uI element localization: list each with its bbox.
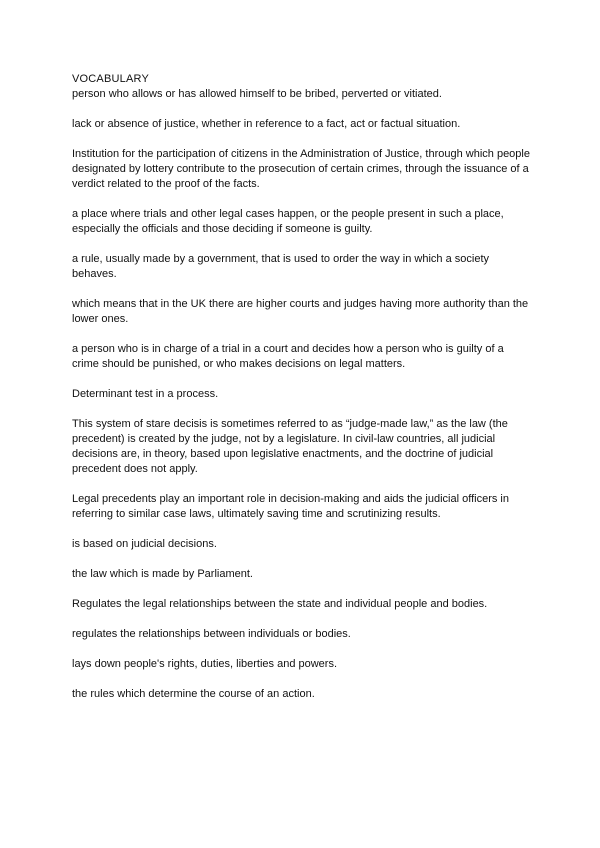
document-page xyxy=(72,72,532,717)
definition-2: lack or absence of justice, whether in reference to a fact, act or factual situation. xyxy=(72,118,461,130)
page-title: VOCABULARY xyxy=(72,73,149,85)
definition-9: This system of stare decisis is sometimes referred to as “judge-made law,” as the law (the precedent) is created by the judge, not by a legislature. In civil-law countries, all judicial decisions are, in theory, based upon legislative enactments, and the doctrine of judicial precedent does not apply. xyxy=(72,418,508,475)
definition-16: the rules which determine the course of an action. xyxy=(72,688,315,700)
definition-7: a person who is in charge of a trial in a court and decides how a person who is guilty of a crime should be punished, or who makes decisions on legal matters. xyxy=(72,343,504,370)
definition-4: a place where trials and other legal cases happen, or the people present in such a place, especially the officials and those deciding if someone is guilty. xyxy=(72,208,504,235)
definition-14: regulates the relationships between individuals or bodies. xyxy=(72,628,351,640)
definition-6: which means that in the UK there are higher courts and judges having more authority than the lower ones. xyxy=(72,298,529,325)
definition-10: Legal precedents play an important role in decision-making and aids the judicial officers in referring to similar case laws, ultimately saving time and scrutinizing results. xyxy=(72,493,509,520)
definition-12: the law which is made by Parliament. xyxy=(72,568,253,580)
definition-15: lays down people's rights, duties, liberties and powers. xyxy=(72,658,338,670)
definition-11: is based on judicial decisions. xyxy=(72,538,217,550)
definition-8: Determinant test in a process. xyxy=(72,388,219,400)
definition-5: a rule, usually made by a government, that is used to order the way in which a society behaves. xyxy=(72,253,489,280)
definition-1: person who allows or has allowed himself to be bribed, perverted or vitiated. xyxy=(72,88,442,100)
definition-13: Regulates the legal relationships between the state and individual people and bodies. xyxy=(72,598,488,610)
definition-3: Institution for the participation of citizens in the Administration of Justice, through which people designated by lottery contribute to the prosecution of certain crimes, through the issuance of a verdict related to the proof of the facts. xyxy=(72,148,530,190)
